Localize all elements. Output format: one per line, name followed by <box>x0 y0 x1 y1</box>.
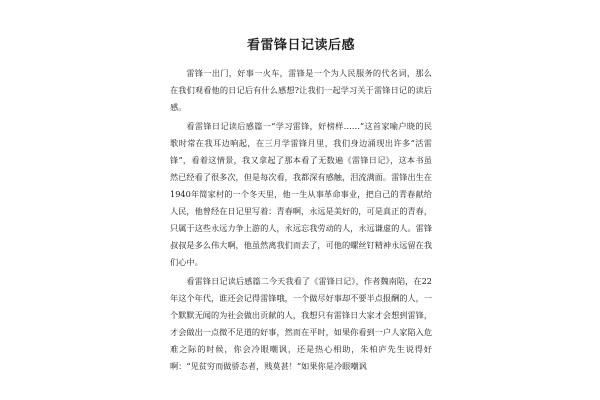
paragraph-essay-two: 看雷锋日记读后感篇二今天我看了《雷锋日记》，作者魏南陷，在22年这个年代，谁还会记得雷锋哦，一个做尽好事却不要半点报酬的人，一个默默无闻的为社会做出贡献的人，我想只有雷锋日大家才会想到雷锋，才会做出一点微不足道的好事，然而在平时，如果你看到一户人家陷入危难之际的时候，你会冷眼嘲讽，还是热心相助，朱柏庐先生说得好啊：“见贫穷而做骄态者，贱莫甚！”如果你是冷眼嘲讽 <box>170 276 433 371</box>
document-page <box>170 34 432 377</box>
paragraph-intro: 雷锋一出门，好事一火车，雷锋是一个为人民服务的代名词，那么在我们观看他的日记后有什么感想?让我们一起学习关于雷锋日记的读后感。 <box>170 68 432 112</box>
document-title: 看雷锋日记读后感 <box>246 38 355 53</box>
paragraph-essay-one: 看雷锋日记读后感篇一“学习雷锋，好榜样……”这首家喻户晓的民歌时常在我耳边响起，在三月学雷锋月里，我们身边涌现出许多“活雷锋”，看着这情景，我又拿起了那本看了无数遍《雷锋日记》，这本书虽然已经看了很多次，但是每次看，我都深有感触，泪流满面。雷锋出生在1940年简家村的一个冬天里，他一生从事革命事业，把自己的青春献给人民，他曾经在日记里写着：青春啊，永远是美好的，可是真正的青春，只属于这些永远力争上游的人，永远忘我劳动的人，永远谦虚的人。雷锋叔叔是多么伟大啊，他虽然离我们而去了，可他的螺丝钉精神永远留在我们心中。 <box>170 121 433 267</box>
